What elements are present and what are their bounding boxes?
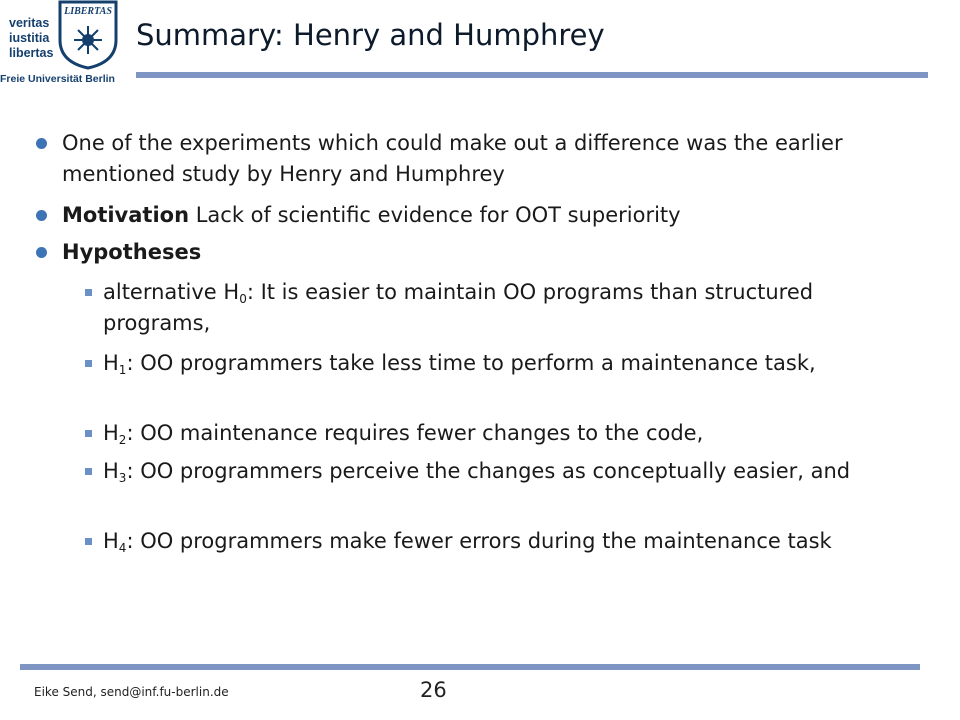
- hypothesis-item: $H_2$: OO maintenance requires fewer changes to the code,: [103, 418, 923, 449]
- title-divider: [136, 72, 928, 78]
- square-bullet-icon: [85, 289, 92, 296]
- footer-divider: [20, 664, 920, 670]
- hypothesis-item: $H_4$: OO programmers make fewer errors during the maintenance task: [103, 526, 923, 557]
- university-name: Freie Universität Berlin: [0, 73, 115, 85]
- square-bullet-icon: [85, 468, 92, 475]
- bullet-item-motivation: Motivation Lack of scientific evidence for OOT superiority: [62, 200, 922, 231]
- logo-motto: veritas iustitia libertas: [9, 16, 54, 60]
- square-bullet-icon: [85, 360, 92, 367]
- svg-text:LIBERTAS: LIBERTAS: [64, 6, 112, 17]
- bullet-dot-icon: [36, 138, 47, 149]
- square-bullet-icon: [85, 538, 92, 545]
- footer-author: Eike Send, send@inf.fu-berlin.de: [34, 685, 229, 699]
- university-logo: [0, 0, 122, 92]
- square-bullet-icon: [85, 430, 92, 437]
- bullet-item-hypotheses: Hypotheses: [62, 237, 922, 268]
- hypothesis-item: alternative $H_0$: It is easier to maintain OO programs than structured programs,: [103, 277, 923, 339]
- slide-title: Summary: Henry and Humphrey: [136, 18, 605, 52]
- bullet-dot-icon: [36, 247, 47, 258]
- page-number: 26: [420, 678, 447, 702]
- bullet-item: One of the experiments which could make out a difference was the earlier mentioned study by Henry and Humphrey: [62, 128, 922, 190]
- hypothesis-item: $H_1$: OO programmers take less time to perform a maintenance task,: [103, 348, 923, 379]
- bullet-dot-icon: [36, 210, 47, 221]
- hypothesis-item: $H_3$: OO programmers perceive the changes as conceptually easier, and: [103, 456, 923, 487]
- seal-icon: [56, 0, 120, 70]
